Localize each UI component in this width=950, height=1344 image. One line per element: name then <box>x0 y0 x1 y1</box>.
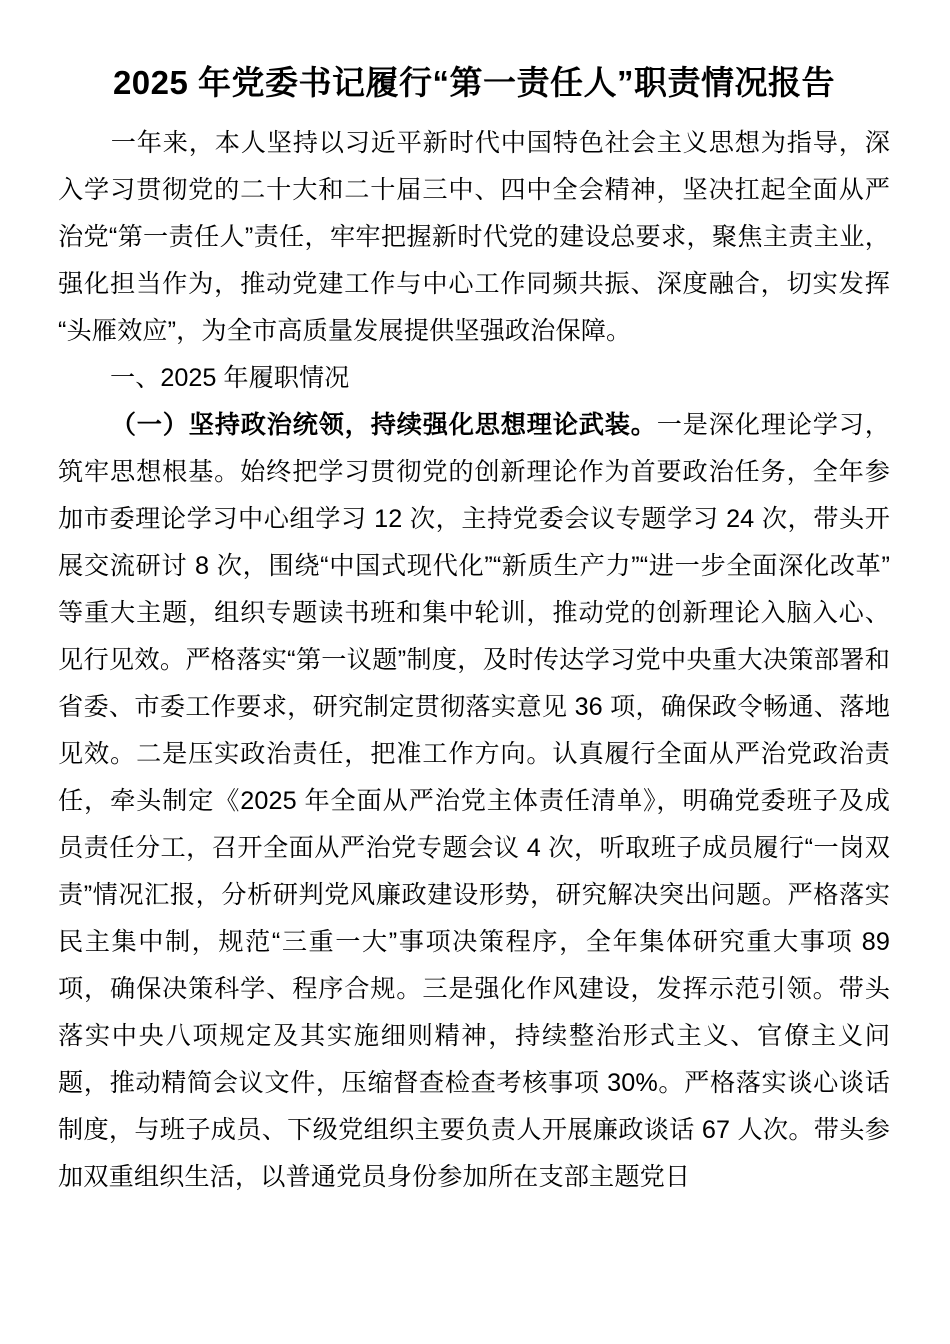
section-heading-1 <box>58 355 890 402</box>
paragraph-intro <box>58 120 890 355</box>
page-title: 2025 年党委书记履行“第一责任人”职责情况报告 <box>112 64 836 101</box>
subsection-1-paragraph <box>58 402 890 1201</box>
section-heading-1-text: 一、2025 年履职情况 <box>110 364 350 392</box>
subsection-1-bold-lead: （一）坚持政治统领，持续强化思想理论武装。 <box>110 411 657 439</box>
paragraph-intro-text: 一年来，本人坚持以习近平新时代中国特色社会主义思想为指导，深入学习贯彻党的二十大和二十届三中、四中全会精神，坚决扛起全面从严治党“第一责任人”责任，牢牢把握新时代党的建设总要求，聚焦主责主业，强化担当作为，推动党建工作与中心工作同频共振、深度融合，切实发挥“头雁效应”，为全市高质量发展提供坚强政治保障。 <box>58 129 890 345</box>
subsection-1-body-text: 一是深化理论学习，筑牢思想根基。始终把学习贯彻党的创新理论作为首要政治任务，全年参加市委理论学习中心组学习 12 次，主持党委会议专题学习 24 次，带头开展交流研讨 8 次，围绕“中国式现代化”“新质生产力”“进一步全面深化改革”等重大主题，组织专题读书班和集中轮训，推动党的创新理论入脑入心、见行见效。严格落实“第一议题”制度，及时传达学习党中央重大决策部署和省委、市委工作要求，研究制定贯彻落实意见 36 项，确保政令畅通、落地见效。二是压实政治责任，把准工作方向。认真履行全面从严治党政治责任，牵头制定《2025 年全面从严治党主体责任清单》，明确党委班子及成员责任分工，召开全面从严治党专题会议 4 次，听取班子成员履行“一岗双责”情况汇报，分析研判党风廉政建设形势，研究解决突出问题。严格落实民主集中制，规范“三重一大”事项决策程序，全年集体研究重大事项 89 项，确保决策科学、程序合规。三是强化作风建设，发挥示范引领。带头落实中央八项规定及其实施细则精神，持续整治形式主义、官僚主义问题，推动精简会议文件，压缩督查检查考核事项 30%。严格落实谈心谈话制度，与班子成员、下级党组织主要负责人开展廉政谈话 67 人次。带头参加双重组织生活，以普通党员身份参加所在支部主题党日 <box>58 411 890 1191</box>
